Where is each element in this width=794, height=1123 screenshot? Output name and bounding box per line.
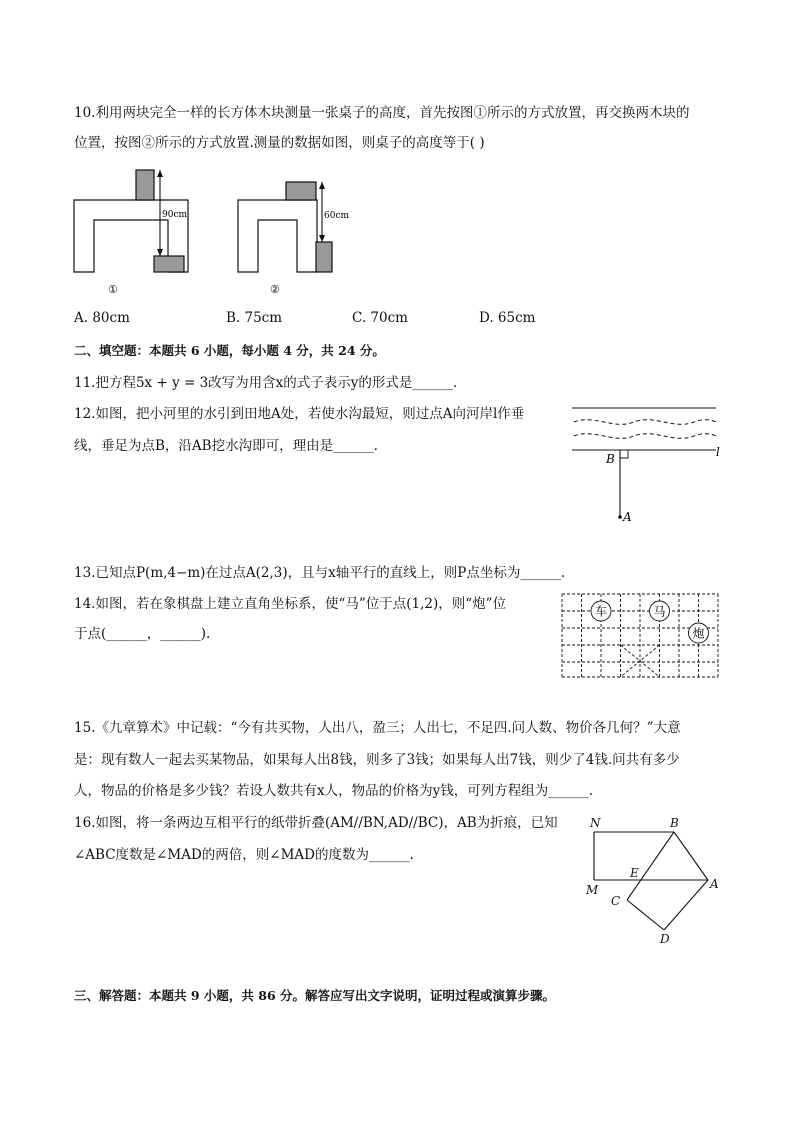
fig1-label: ①: [108, 283, 118, 296]
q10-options: [74, 310, 594, 330]
q12-text-line2: 线，垂足为点B，沿AB挖水沟即可，理由是______.: [74, 438, 378, 454]
q10-text-line2: 位置，按图②所示的方式放置.测量的数据如图，则桌子的高度等于( ): [74, 135, 485, 151]
q16-text-line1: 16.如图，将一条两边互相平行的纸带折叠(AM//BN,AD//BC)，AB为折痕，已知: [74, 815, 558, 831]
fig1-measure-label: 90cm: [162, 210, 188, 220]
q14-text-line2: 于点(______，______).: [74, 626, 211, 642]
piece-pao: 炮: [692, 626, 705, 641]
piece-che: 车: [594, 604, 608, 619]
q10-text-line1: 10.利用两块完全一样的长方体木块测量一张桌子的高度，首先按图①所示的方式放置，再交换两木块的: [74, 105, 690, 121]
q12-river-figure: [566, 400, 732, 528]
q15-text-line1: 15.《九章算术》中记载：“今有共买物，人出八，盈三；人出七，不足四.问人数、物价各几何？”大意: [74, 720, 681, 736]
label-e: E: [630, 866, 639, 880]
label-c: C: [611, 894, 621, 908]
label-b16: B: [670, 816, 679, 830]
edge-da: [664, 880, 708, 930]
q14-text-line1: 14.如图，若在象棋盘上建立直角坐标系，使“马”位于点(1,2)，则“炮”位: [74, 596, 507, 612]
fig2-measure-label: 60cm: [324, 211, 350, 221]
label-d: D: [660, 932, 670, 946]
fig2-label: ②: [270, 283, 280, 296]
option-b: B. 75cm: [226, 310, 283, 326]
q15-text-line2: 是：现有数人一起去买某物品，如果每人出8钱，则多了3钱；如果每人出7钱，则少了4钱.问共有多少: [74, 752, 680, 768]
option-d: D. 65cm: [479, 310, 536, 326]
river-wave-1: [574, 420, 716, 425]
fig2-block-bottom: [316, 242, 332, 272]
river-wave-2: [574, 434, 716, 439]
fig1-block-bottom: [154, 256, 184, 272]
q15-text-line3: 人，物品的价格是多少钱？若设人数共有x人，物品的价格为y钱，可列方程组为______.: [74, 783, 594, 799]
section2-heading: 二、填空题：本题共 6 小题，每小题 4 分，共 24 分。: [74, 343, 385, 358]
edge-cd: [627, 900, 664, 930]
fig2-block-top: [286, 182, 316, 200]
label-m: M: [586, 883, 599, 897]
fig1-block-top: [136, 170, 154, 200]
q16-fold-figure: [582, 812, 732, 952]
label-n: N: [590, 816, 601, 830]
point-a: [618, 515, 622, 519]
label-b: B: [606, 452, 615, 466]
right-angle-mark: [620, 450, 628, 458]
option-a: A. 80cm: [74, 310, 130, 326]
section3-heading: 三、解答题：本题共 9 小题，共 86 分。解答应写出文字说明，证明过程或演算步骤。: [74, 988, 556, 1003]
crease-ab: [674, 832, 708, 880]
fig2-table: [238, 200, 317, 272]
q12-text-line1: 12.如图，把小河里的水引到田地A处，若使水沟最短，则过点A向河岸l作垂: [74, 406, 525, 422]
q14-chessboard: [558, 590, 724, 682]
q11-text: 11.把方程5x + y = 3改写为用含x的式子表示y的形式是______.: [74, 375, 458, 391]
label-l: l: [716, 445, 720, 459]
q13-text: 13.已知点P(m,4−m)在过点A(2,3)，且与x轴平行的直线上，则P点坐标为______.: [74, 565, 566, 581]
q16-text-line2: ∠ABC度数是∠MAD的两倍，则∠MAD的度数为______.: [74, 847, 414, 863]
label-a: A: [623, 510, 632, 524]
piece-ma: 马: [653, 604, 666, 619]
option-c: C. 70cm: [352, 310, 408, 326]
label-a16: A: [710, 877, 719, 891]
q10-figure: [70, 166, 350, 298]
